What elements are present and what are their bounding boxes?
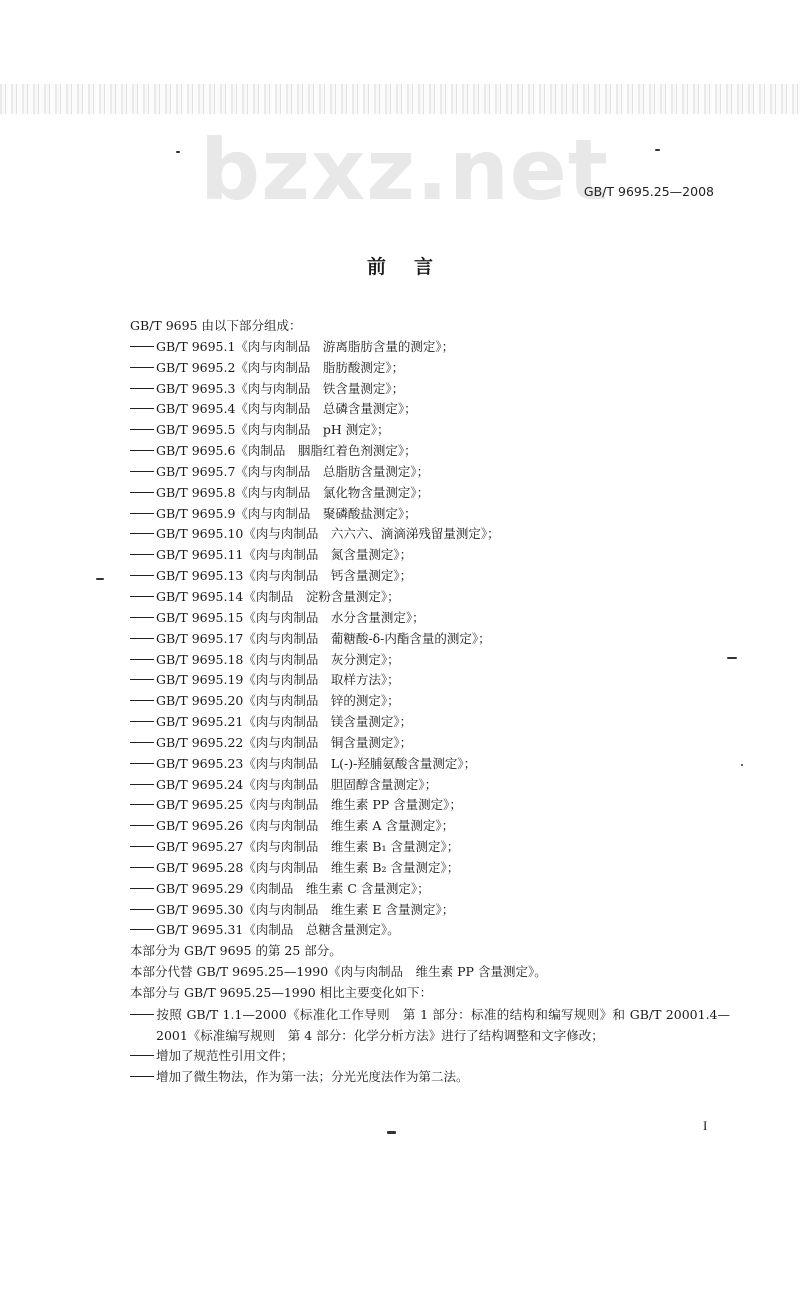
part-list-item: GB/T 9695.11《肉与肉制品 氮含量测定》； [130, 545, 730, 566]
part-list-item: GB/T 9695.6《肉制品 胭脂红着色剂测定》； [130, 441, 730, 462]
part-list-item: GB/T 9695.14《肉制品 淀粉含量测定》； [130, 587, 730, 608]
page-title: 前言 [366, 256, 461, 278]
part-list-item: GB/T 9695.9《肉与肉制品 聚磷酸盐测定》； [130, 504, 730, 525]
scan-artifact-band [0, 84, 800, 114]
part-list-item: GB/T 9695.30《肉与肉制品 维生素 E 含量测定》； [130, 900, 730, 921]
change-list-item: 增加了微生物法，作为第一法；分光光度法作为第二法。 [130, 1067, 730, 1088]
part-list-item: GB/T 9695.4《肉与肉制品 总磷含量测定》； [130, 399, 730, 420]
scan-speck [387, 1131, 396, 1134]
scan-speck [176, 151, 180, 153]
part-list-item: GB/T 9695.31《肉制品 总糖含量测定》。 [130, 920, 730, 941]
part-list-item: GB/T 9695.5《肉与肉制品 pH 测定》； [130, 420, 730, 441]
part-list-item: GB/T 9695.26《肉与肉制品 维生素 A 含量测定》； [130, 816, 730, 837]
part-list-item: GB/T 9695.23《肉与肉制品 L(-)-羟脯氨酸含量测定》； [130, 754, 730, 775]
part-list-item: GB/T 9695.24《肉与肉制品 胆固醇含量测定》； [130, 775, 730, 796]
part-list-item: GB/T 9695.10《肉与肉制品 六六六、滴滴涕残留量测定》； [130, 524, 730, 545]
part-list-item: GB/T 9695.8《肉与肉制品 氯化物含量测定》； [130, 483, 730, 504]
part-list-item: GB/T 9695.25《肉与肉制品 维生素 PP 含量测定》； [130, 795, 730, 816]
watermark: bzxz.net [200, 121, 609, 219]
standard-code: GB/T 9695.25—2008 [583, 184, 714, 199]
part-list-item: GB/T 9695.18《肉与肉制品 灰分测定》； [130, 650, 730, 671]
scan-speck [741, 764, 743, 766]
part-list-item: GB/T 9695.22《肉与肉制品 铜含量测定》； [130, 733, 730, 754]
scan-speck [655, 149, 660, 151]
part-list-item: GB/T 9695.27《肉与肉制品 维生素 B₁ 含量测定》； [130, 837, 730, 858]
intro-line: GB/T 9695 由以下部分组成： [130, 318, 302, 333]
part-list-item: GB/T 9695.13《肉与肉制品 钙含量测定》； [130, 566, 730, 587]
part-list-item: GB/T 9695.7《肉与肉制品 总脂肪含量测定》； [130, 462, 730, 483]
part-list-item: GB/T 9695.28《肉与肉制品 维生素 B₂ 含量测定》； [130, 858, 730, 879]
statement-line: 本部分为 GB/T 9695 的第 25 部分。 [130, 943, 342, 959]
change-list-item: 按照 GB/T 1.1—2000《标准化工作导则 第 1 部分：标准的结构和编写规则》和 GB/T 20001.4—2001《标准编写规则 第 4 部分：化学分析方法》进行了结构调整和文字修改； [130, 1004, 730, 1046]
part-list-item: GB/T 9695.3《肉与肉制品 铁含量测定》； [130, 379, 730, 400]
scan-speck [96, 578, 104, 580]
part-list-item: GB/T 9695.1《肉与肉制品 游离脂肪含量的测定》； [130, 337, 730, 358]
part-list-item: GB/T 9695.15《肉与肉制品 水分含量测定》； [130, 608, 730, 629]
part-list-item: GB/T 9695.20《肉与肉制品 锌的测定》； [130, 691, 730, 712]
part-list-item: GB/T 9695.21《肉与肉制品 镁含量测定》； [130, 712, 730, 733]
part-list-item: GB/T 9695.17《肉与肉制品 葡糖酸-δ-内酯含量的测定》； [130, 629, 730, 650]
part-list-item: GB/T 9695.2《肉与肉制品 脂肪酸测定》； [130, 358, 730, 379]
foreword-body [130, 316, 730, 1088]
part-list-item: GB/T 9695.19《肉与肉制品 取样方法》； [130, 670, 730, 691]
statement-line: 本部分与 GB/T 9695.25—1990 相比主要变化如下： [130, 985, 433, 1000]
statement-line: 本部分代替 GB/T 9695.25—1990《肉与肉制品 维生素 PP 含量测定》。 [130, 964, 547, 980]
page-number: I [703, 1118, 708, 1133]
change-list-item: 增加了规范性引用文件； [130, 1046, 730, 1067]
part-list-item: GB/T 9695.29《肉制品 维生素 C 含量测定》； [130, 879, 730, 900]
